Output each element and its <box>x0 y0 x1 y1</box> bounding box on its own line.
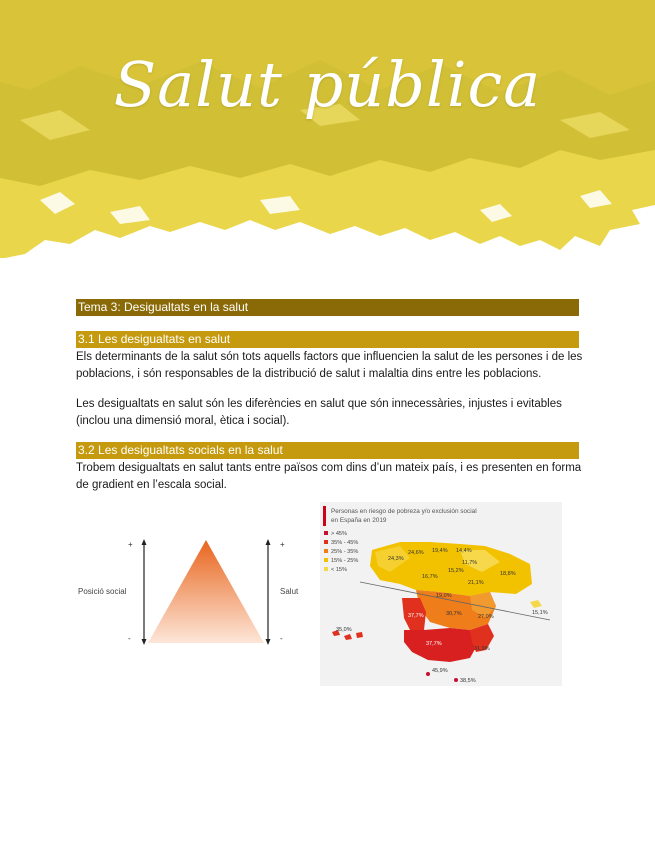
value-14: 27,0% <box>478 614 494 620</box>
legend-3: 25% - 35% <box>331 549 359 555</box>
legend-5: < 15% <box>331 567 348 573</box>
map-title-2: en España en 2019 <box>331 517 387 524</box>
topic-heading: Tema 3: Desigualtats en la salut <box>76 299 579 316</box>
value-10: 19,0% <box>436 593 452 599</box>
section-heading-3-1: 3.1 Les desigualtats en salut <box>76 331 579 348</box>
section-heading-3-2: 3.2 Les desigualtats socials en la salut <box>76 442 579 459</box>
value-18: 45,9% <box>432 668 448 674</box>
header-banner <box>0 0 655 270</box>
value-16: 37,7% <box>426 641 442 647</box>
value-8: 18,8% <box>500 571 516 577</box>
right-label: Salut <box>280 587 299 596</box>
melilla <box>454 678 458 682</box>
left-minus: - <box>128 634 131 643</box>
value-13: 30,7% <box>446 611 462 617</box>
social-gradient-figure <box>70 530 310 655</box>
value-5: 11,7% <box>462 560 478 566</box>
ceuta <box>426 672 430 676</box>
value-6: 15,2% <box>448 568 464 574</box>
value-12: 37,7% <box>408 613 424 619</box>
map-title-1: Personas en riesgo de pobreza y/o exclusión social <box>331 508 477 515</box>
poverty-map-figure <box>320 502 562 686</box>
value-3: 24,6% <box>408 550 424 556</box>
value-11: 15,1% <box>532 610 548 616</box>
legend-4: 15% - 25% <box>331 558 359 564</box>
value-19: 38,5% <box>460 678 476 684</box>
value-7: 16,7% <box>422 574 438 580</box>
left-label: Posició social <box>78 587 127 596</box>
value-17: 31,9% <box>474 646 490 652</box>
value-9: 21,1% <box>468 580 484 586</box>
value-1: 19,4% <box>432 548 448 554</box>
title-accent <box>323 506 326 526</box>
right-plus: + <box>280 540 285 549</box>
page-title: Salut pública <box>113 48 542 121</box>
paragraph-inequalities: Les desigualtats en salut són les diferències en salut que són innecessàries, injustes i evitables (inclou una dimensió moral, ètica i social). <box>76 398 562 427</box>
paragraph-determinants: Els determinants de la salut són tots aquells factors que influencien la salut de les persones i de les poblacions, i són responsables de la distribució de salut i malaltia dins entre les poblacions. <box>76 351 583 380</box>
value-4: 24,3% <box>388 556 404 562</box>
value-2: 14,4% <box>456 548 472 554</box>
legend-1: > 45% <box>331 531 348 537</box>
left-plus: + <box>128 540 133 549</box>
pyramid-triangle <box>148 540 264 643</box>
value-15: 35,0% <box>336 627 352 633</box>
legend-2: 35% - 45% <box>331 540 359 546</box>
right-minus: - <box>280 634 283 643</box>
paragraph-gradient: Trobem desigualtats en salut tants entre països com dins d’un mateix país, i es presenten en forma de gradient en l’escala social. <box>76 462 582 491</box>
